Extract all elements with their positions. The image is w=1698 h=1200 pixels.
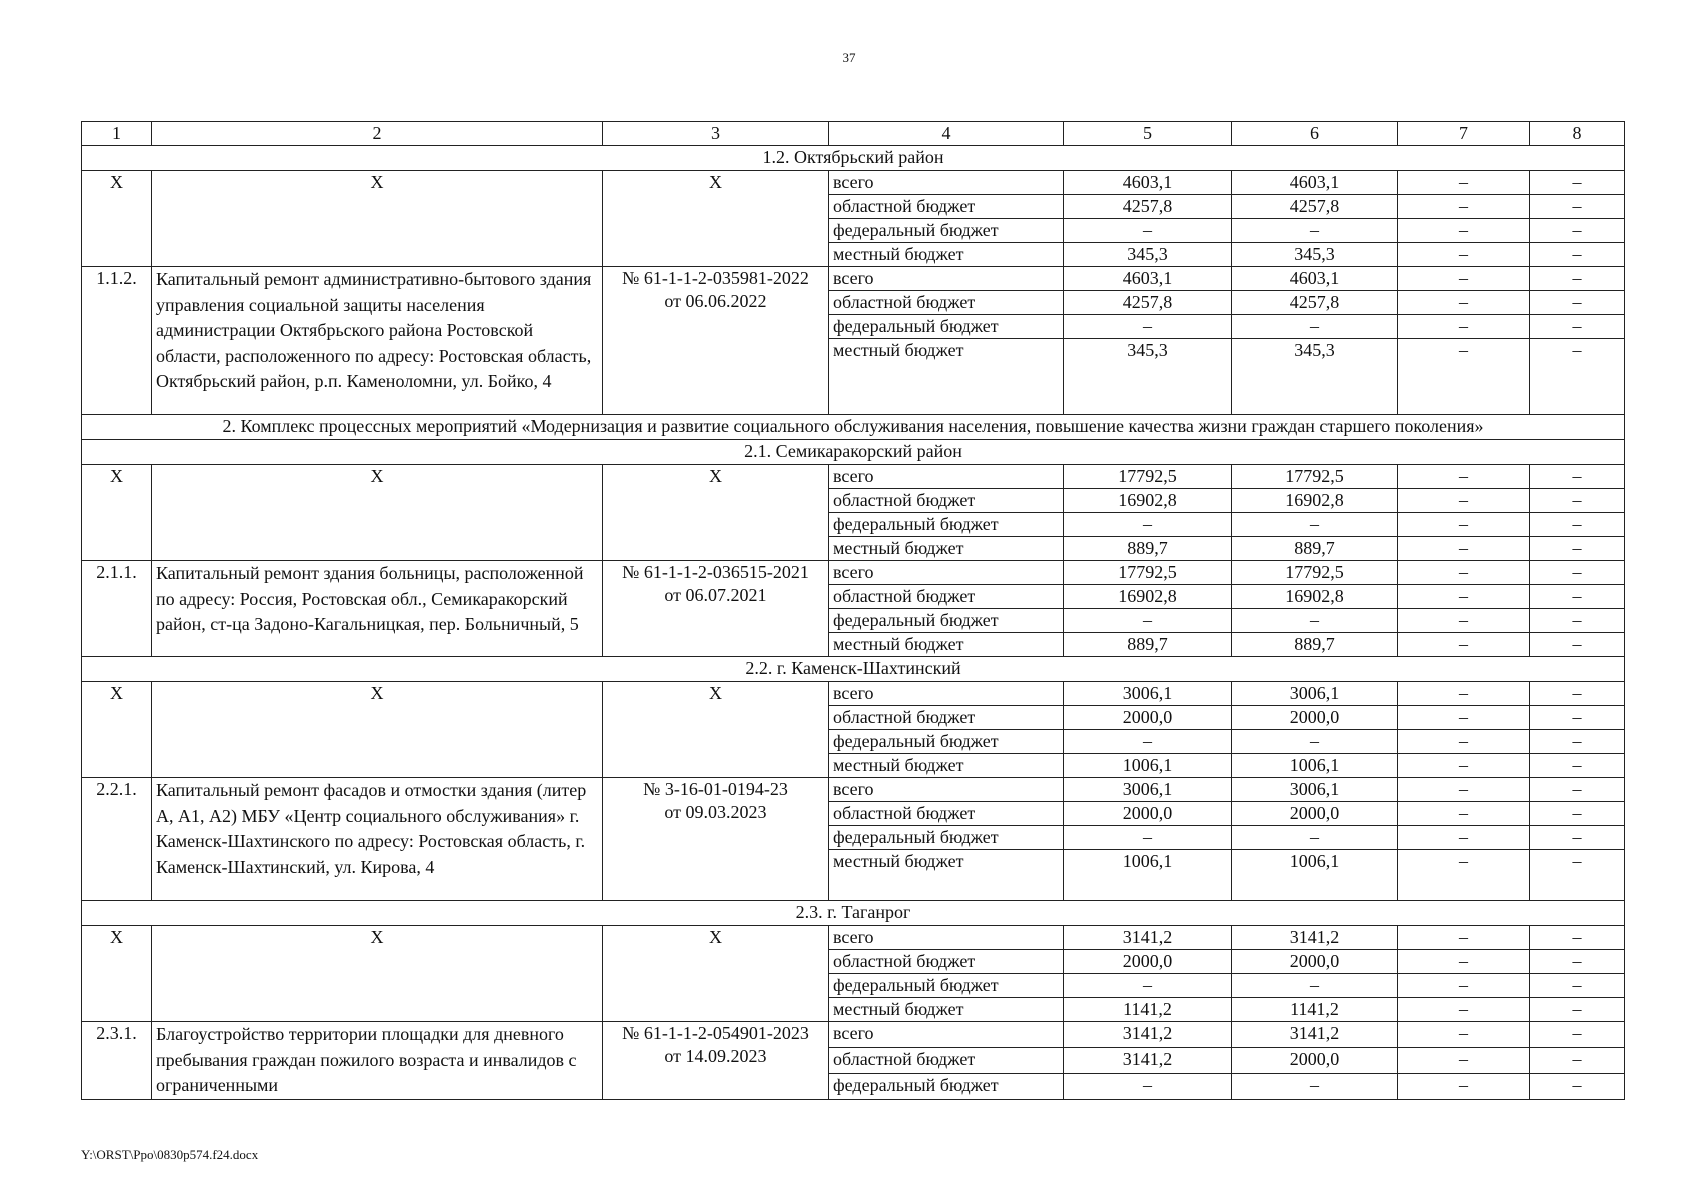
- budget-label: местный бюджет: [829, 754, 1064, 778]
- dash-cell: –: [1530, 219, 1625, 243]
- dash-cell: –: [1398, 315, 1530, 339]
- budget-label: федеральный бюджет: [829, 219, 1064, 243]
- dash-cell: –: [1530, 754, 1625, 778]
- document-date: от 06.07.2021: [664, 585, 767, 605]
- value-cell: 889,7: [1232, 633, 1398, 657]
- value-cell: 345,3: [1064, 243, 1232, 267]
- col-header: 1: [82, 122, 152, 146]
- x-cell: X: [152, 171, 603, 267]
- dash-cell: –: [1398, 339, 1530, 415]
- col-header: 2: [152, 122, 603, 146]
- value-cell: 4603,1: [1064, 267, 1232, 291]
- dash-cell: –: [1398, 850, 1530, 901]
- dash-cell: –: [1398, 754, 1530, 778]
- section-heading: 2.2. г. Каменск-Шахтинский: [82, 657, 1625, 682]
- dash-cell: –: [1398, 537, 1530, 561]
- dash-cell: –: [1232, 219, 1398, 243]
- dash-cell: –: [1398, 826, 1530, 850]
- dash-cell: –: [1398, 243, 1530, 267]
- document-number: № 61-1-1-2-035981-2022: [622, 268, 809, 288]
- dash-cell: –: [1232, 609, 1398, 633]
- dash-cell: –: [1530, 926, 1625, 950]
- col-header: 4: [829, 122, 1064, 146]
- dash-cell: –: [1530, 585, 1625, 609]
- dash-cell: –: [1232, 826, 1398, 850]
- x-cell: X: [82, 171, 152, 267]
- document-number: № 61-1-1-2-036515-2021: [622, 562, 809, 582]
- value-cell: 2000,0: [1232, 706, 1398, 730]
- value-cell: 16902,8: [1232, 489, 1398, 513]
- item-document: [603, 778, 829, 901]
- dash-cell: –: [1530, 537, 1625, 561]
- value-cell: 3006,1: [1064, 682, 1232, 706]
- dash-cell: –: [1530, 633, 1625, 657]
- dash-cell: –: [1398, 802, 1530, 826]
- x-cell: X: [603, 171, 829, 267]
- value-cell: 1141,2: [1064, 998, 1232, 1022]
- budget-label: всего: [829, 465, 1064, 489]
- dash-cell: –: [1398, 585, 1530, 609]
- value-cell: 1006,1: [1232, 850, 1398, 901]
- value-cell: 3141,2: [1064, 1022, 1232, 1048]
- table-row: [82, 267, 1625, 291]
- item-number: 2.3.1.: [82, 1022, 152, 1100]
- table-row: [82, 778, 1625, 802]
- x-cell: X: [82, 926, 152, 1022]
- section-heading: 2.3. г. Таганрог: [82, 901, 1625, 926]
- dash-cell: –: [1232, 1073, 1398, 1099]
- value-cell: 4603,1: [1232, 267, 1398, 291]
- dash-cell: –: [1232, 974, 1398, 998]
- dash-cell: –: [1530, 802, 1625, 826]
- dash-cell: –: [1232, 513, 1398, 537]
- dash-cell: –: [1530, 291, 1625, 315]
- dash-cell: –: [1530, 730, 1625, 754]
- item-number: 1.1.2.: [82, 267, 152, 415]
- value-cell: 2000,0: [1232, 802, 1398, 826]
- dash-cell: –: [1530, 974, 1625, 998]
- budget-label: федеральный бюджет: [829, 609, 1064, 633]
- budget-label: областной бюджет: [829, 706, 1064, 730]
- value-cell: 1006,1: [1232, 754, 1398, 778]
- budget-label: местный бюджет: [829, 339, 1064, 415]
- x-cell: X: [152, 926, 603, 1022]
- dash-cell: –: [1398, 561, 1530, 585]
- dash-cell: –: [1064, 1073, 1232, 1099]
- value-cell: 17792,5: [1232, 465, 1398, 489]
- col-header: 5: [1064, 122, 1232, 146]
- dash-cell: –: [1398, 267, 1530, 291]
- value-cell: 3006,1: [1064, 778, 1232, 802]
- budget-label: областной бюджет: [829, 585, 1064, 609]
- budget-label: областной бюджет: [829, 1047, 1064, 1073]
- budget-label: местный бюджет: [829, 998, 1064, 1022]
- document-date: от 06.06.2022: [664, 291, 767, 311]
- value-cell: 1006,1: [1064, 850, 1232, 901]
- value-cell: 2000,0: [1064, 950, 1232, 974]
- dash-cell: –: [1398, 682, 1530, 706]
- value-cell: 16902,8: [1064, 585, 1232, 609]
- budget-label: областной бюджет: [829, 802, 1064, 826]
- value-cell: 16902,8: [1232, 585, 1398, 609]
- item-number: 2.2.1.: [82, 778, 152, 901]
- dash-cell: –: [1530, 243, 1625, 267]
- document-date: от 14.09.2023: [664, 1046, 767, 1066]
- table-row: [82, 561, 1625, 585]
- value-cell: 4257,8: [1064, 195, 1232, 219]
- dash-cell: –: [1398, 489, 1530, 513]
- dash-cell: –: [1398, 1047, 1530, 1073]
- item-description: Капитальный ремонт здания больницы, расположенной по адресу: Россия, Ростовская обл., Семикаракорский район, ст-ца Задоно-Кагальницкая, пер. Больничный, 5: [152, 561, 603, 657]
- dash-cell: –: [1064, 513, 1232, 537]
- dash-cell: –: [1530, 998, 1625, 1022]
- dash-cell: –: [1530, 850, 1625, 901]
- x-cell: X: [152, 465, 603, 561]
- value-cell: 2000,0: [1232, 1047, 1398, 1073]
- dash-cell: –: [1064, 609, 1232, 633]
- dash-cell: –: [1064, 826, 1232, 850]
- x-cell: X: [603, 682, 829, 778]
- value-cell: 4257,8: [1232, 195, 1398, 219]
- section-heading: 2.1. Семикаракорский район: [82, 440, 1625, 465]
- budget-label: областной бюджет: [829, 291, 1064, 315]
- dash-cell: –: [1398, 730, 1530, 754]
- table-row: [82, 682, 1625, 706]
- value-cell: 17792,5: [1232, 561, 1398, 585]
- col-header: 6: [1232, 122, 1398, 146]
- page-number: 37: [842, 50, 856, 65]
- column-number-row: [82, 122, 1625, 146]
- x-cell: X: [152, 682, 603, 778]
- dash-cell: –: [1064, 974, 1232, 998]
- budget-label: всего: [829, 171, 1064, 195]
- value-cell: 889,7: [1064, 537, 1232, 561]
- item-description: Капитальный ремонт административно-бытового здания управления социальной защиты населения администрации Октябрьского района Ростовской области, расположенного по адресу: Ростовская область, Октябрьский район, р.п. Каменоломни, ул. Бойко, 4: [152, 267, 603, 415]
- dash-cell: –: [1398, 1022, 1530, 1048]
- value-cell: 3141,2: [1064, 1047, 1232, 1073]
- col-header: 3: [603, 122, 829, 146]
- budget-label: местный бюджет: [829, 633, 1064, 657]
- value-cell: 17792,5: [1064, 561, 1232, 585]
- value-cell: 889,7: [1232, 537, 1398, 561]
- budget-label: всего: [829, 561, 1064, 585]
- value-cell: 1141,2: [1232, 998, 1398, 1022]
- financing-table: [81, 121, 1625, 1100]
- budget-label: федеральный бюджет: [829, 513, 1064, 537]
- dash-cell: –: [1398, 609, 1530, 633]
- value-cell: 2000,0: [1232, 950, 1398, 974]
- budget-label: всего: [829, 1022, 1064, 1048]
- dash-cell: –: [1232, 730, 1398, 754]
- budget-label: всего: [829, 682, 1064, 706]
- document-date: от 09.03.2023: [664, 802, 767, 822]
- dash-cell: –: [1064, 219, 1232, 243]
- table-row: [82, 465, 1625, 489]
- dash-cell: –: [1398, 513, 1530, 537]
- dash-cell: –: [1530, 465, 1625, 489]
- dash-cell: –: [1398, 1073, 1530, 1099]
- value-cell: 345,3: [1064, 339, 1232, 415]
- dash-cell: –: [1398, 633, 1530, 657]
- budget-label: федеральный бюджет: [829, 826, 1064, 850]
- value-cell: 4257,8: [1232, 291, 1398, 315]
- dash-cell: –: [1398, 465, 1530, 489]
- item-document: [603, 267, 829, 415]
- value-cell: 1006,1: [1064, 754, 1232, 778]
- section-heading: 1.2. Октябрьский район: [82, 146, 1625, 171]
- dash-cell: –: [1530, 171, 1625, 195]
- dash-cell: –: [1398, 778, 1530, 802]
- budget-label: федеральный бюджет: [829, 974, 1064, 998]
- dash-cell: –: [1064, 315, 1232, 339]
- budget-label: федеральный бюджет: [829, 315, 1064, 339]
- value-cell: 345,3: [1232, 339, 1398, 415]
- value-cell: 3141,2: [1064, 926, 1232, 950]
- x-cell: X: [82, 465, 152, 561]
- value-cell: 4603,1: [1232, 171, 1398, 195]
- col-header: 7: [1398, 122, 1530, 146]
- budget-label: областной бюджет: [829, 195, 1064, 219]
- dash-cell: –: [1530, 826, 1625, 850]
- item-document: [603, 1022, 829, 1100]
- value-cell: 889,7: [1064, 633, 1232, 657]
- value-cell: 17792,5: [1064, 465, 1232, 489]
- value-cell: 4257,8: [1064, 291, 1232, 315]
- item-description: Капитальный ремонт фасадов и отмостки здания (литер А, А1, А2) МБУ «Центр социального обслуживания» г. Каменск-Шахтинского по адресу: Ростовская область, г. Каменск-Шахтинский, ул. Кирова, 4: [152, 778, 603, 901]
- document-number: № 3-16-01-0194-23: [643, 779, 788, 799]
- budget-label: областной бюджет: [829, 950, 1064, 974]
- x-cell: X: [603, 465, 829, 561]
- col-header: 8: [1530, 122, 1625, 146]
- section-heading: 2. Комплекс процессных мероприятий «Модернизация и развитие социального обслуживания населения, повышение качества жизни граждан старшего поколения»: [82, 415, 1625, 440]
- document-number: № 61-1-1-2-054901-2023: [622, 1023, 809, 1043]
- value-cell: 345,3: [1232, 243, 1398, 267]
- dash-cell: –: [1530, 706, 1625, 730]
- value-cell: 3141,2: [1232, 1022, 1398, 1048]
- value-cell: 4603,1: [1064, 171, 1232, 195]
- table-row: [82, 926, 1625, 950]
- dash-cell: –: [1530, 1073, 1625, 1099]
- budget-label: областной бюджет: [829, 489, 1064, 513]
- dash-cell: –: [1530, 267, 1625, 291]
- value-cell: 3141,2: [1232, 926, 1398, 950]
- budget-label: всего: [829, 926, 1064, 950]
- file-path-footer: Y:\ORST\Ppo\0830p574.f24.docx: [81, 1147, 259, 1162]
- table-row: [82, 1022, 1625, 1048]
- value-cell: 3006,1: [1232, 778, 1398, 802]
- value-cell: 16902,8: [1064, 489, 1232, 513]
- dash-cell: –: [1530, 1047, 1625, 1073]
- value-cell: 2000,0: [1064, 706, 1232, 730]
- dash-cell: –: [1232, 315, 1398, 339]
- dash-cell: –: [1398, 195, 1530, 219]
- item-document: [603, 561, 829, 657]
- dash-cell: –: [1398, 219, 1530, 243]
- budget-label: всего: [829, 267, 1064, 291]
- dash-cell: –: [1398, 291, 1530, 315]
- budget-label: местный бюджет: [829, 850, 1064, 901]
- dash-cell: –: [1530, 778, 1625, 802]
- dash-cell: –: [1398, 171, 1530, 195]
- dash-cell: –: [1398, 706, 1530, 730]
- budget-label: всего: [829, 778, 1064, 802]
- dash-cell: –: [1398, 950, 1530, 974]
- value-cell: 2000,0: [1064, 802, 1232, 826]
- budget-label: федеральный бюджет: [829, 730, 1064, 754]
- dash-cell: –: [1530, 315, 1625, 339]
- value-cell: 3006,1: [1232, 682, 1398, 706]
- dash-cell: –: [1530, 682, 1625, 706]
- dash-cell: –: [1530, 609, 1625, 633]
- budget-label: местный бюджет: [829, 537, 1064, 561]
- dash-cell: –: [1398, 974, 1530, 998]
- dash-cell: –: [1064, 730, 1232, 754]
- dash-cell: –: [1530, 1022, 1625, 1048]
- x-cell: X: [82, 682, 152, 778]
- item-number: 2.1.1.: [82, 561, 152, 657]
- dash-cell: –: [1530, 195, 1625, 219]
- budget-label: местный бюджет: [829, 243, 1064, 267]
- dash-cell: –: [1530, 489, 1625, 513]
- dash-cell: –: [1530, 950, 1625, 974]
- dash-cell: –: [1530, 513, 1625, 537]
- dash-cell: –: [1398, 998, 1530, 1022]
- table-row: [82, 171, 1625, 195]
- dash-cell: –: [1398, 926, 1530, 950]
- dash-cell: –: [1530, 561, 1625, 585]
- x-cell: X: [603, 926, 829, 1022]
- dash-cell: –: [1530, 339, 1625, 415]
- budget-label: федеральный бюджет: [829, 1073, 1064, 1099]
- item-description: Благоустройство территории площадки для дневного пребывания граждан пожилого возраста и инвалидов с ограниченными: [152, 1022, 603, 1100]
